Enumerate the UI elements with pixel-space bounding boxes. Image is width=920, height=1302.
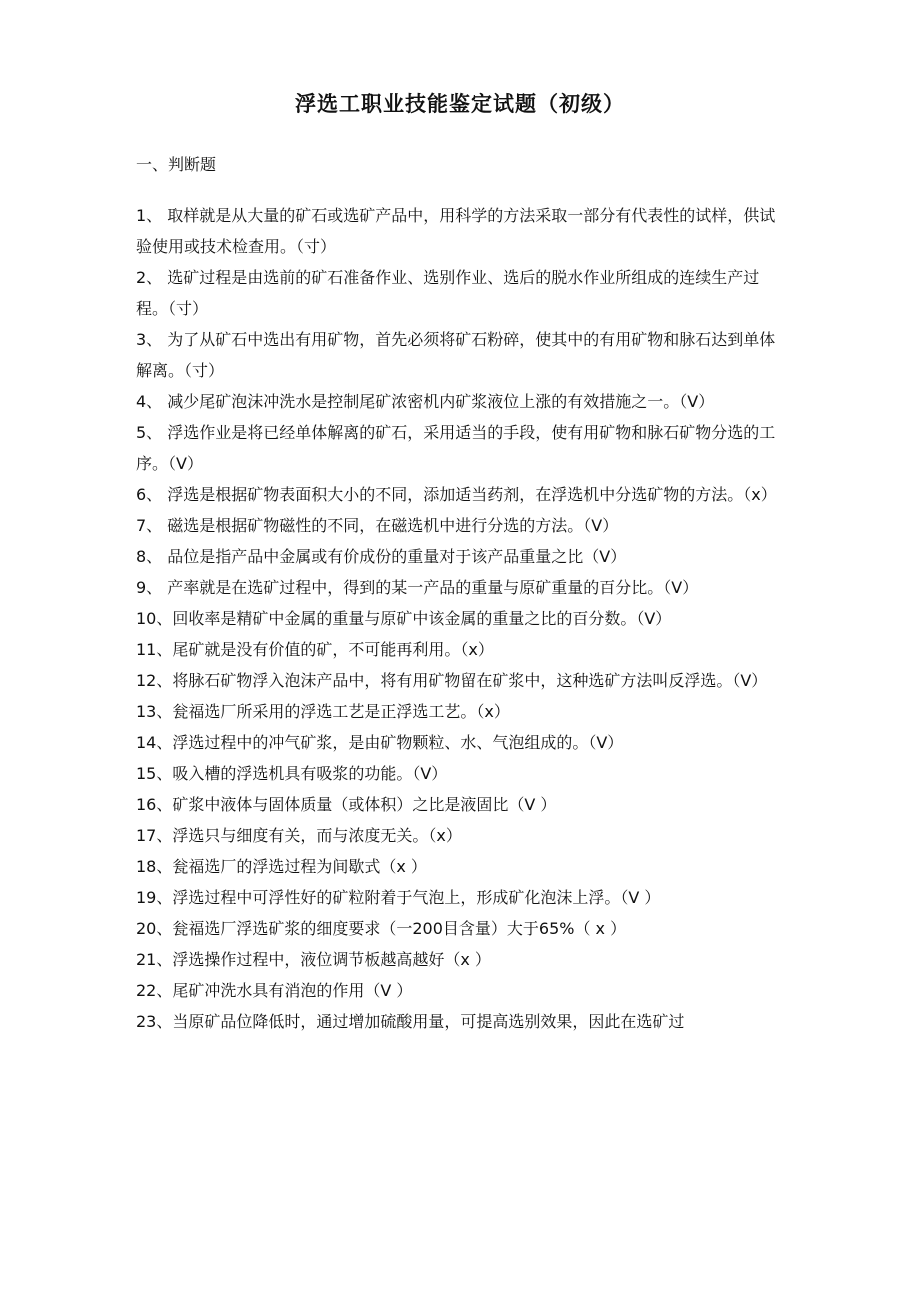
question-item: 23、当原矿品位降低时，通过增加硫酸用量，可提高选别效果，因此在选矿过 — [136, 1012, 685, 1031]
section-heading: 一、判断题 — [136, 155, 217, 174]
question-item: 8、 品位是指产品中金属或有价成份的重量对于该产品重量之比（V） — [136, 547, 627, 566]
question-item: 21、浮选操作过程中，液位调节板越高越好（x ） — [136, 950, 491, 969]
question-item: 10、回收率是精矿中金属的重量与原矿中该金属的重量之比的百分数。（V） — [136, 609, 672, 628]
question-item: 5、 浮选作业是将已经单体解离的矿石，采用适当的手段，使有用矿物和脉石矿物分选的工序。（V） — [136, 423, 776, 473]
question-item: 3、 为了从矿石中选出有用矿物，首先必须将矿石粉碎，使其中的有用矿物和脉石达到单体解离。（寸） — [136, 330, 776, 380]
question-item: 9、 产率就是在选矿过程中，得到的某一产品的重量与原矿重量的百分比。（V） — [136, 578, 699, 597]
question-item: 16、矿浆中液体与固体质量（或体积）之比是液固比（V ） — [136, 795, 557, 814]
question-item: 17、浮选只与细度有关，而与浓度无关。（x） — [136, 826, 462, 845]
question-item: 4、 减少尾矿泡沫冲洗水是控制尾矿浓密机内矿浆液位上涨的有效措施之一。（V） — [136, 392, 715, 411]
question-item: 7、 磁选是根据矿物磁性的不同，在磁选机中进行分选的方法。（V） — [136, 516, 619, 535]
question-item: 19、浮选过程中可浮性好的矿粒附着于气泡上，形成矿化泡沫上浮。（V ） — [136, 888, 661, 907]
question-item: 13、瓮福选厂所采用的浮选工艺是正浮选工艺。（x） — [136, 702, 510, 721]
question-item: 18、瓮福选厂的浮选过程为间歇式（x ） — [136, 857, 427, 876]
question-item: 11、尾矿就是没有价值的矿，不可能再利用。（x） — [136, 640, 494, 659]
document-title: 浮选工职业技能鉴定试题（初级） — [295, 92, 625, 116]
question-item: 6、 浮选是根据矿物表面积大小的不同，添加适当药剂，在浮选机中分选矿物的方法。（x） — [136, 485, 777, 504]
question-list — [136, 200, 786, 1037]
question-item: 20、瓮福选厂浮选矿浆的细度要求（一200目含量）大于65%（ x ） — [136, 919, 627, 938]
question-item: 22、尾矿冲洗水具有消泡的作用（V ） — [136, 981, 413, 1000]
question-item: 1、 取样就是从大量的矿石或选矿产品中，用科学的方法采取一部分有代表性的试样，供试验使用或技术检查用。（寸） — [136, 206, 776, 256]
question-item: 15、吸入槽的浮选机具有吸浆的功能。（V） — [136, 764, 448, 783]
question-item: 2、 选矿过程是由选前的矿石准备作业、选别作业、选后的脱水作业所组成的连续生产过程。（寸） — [136, 268, 760, 318]
question-item: 12、将脉石矿物浮入泡沫产品中，将有用矿物留在矿浆中，这种选矿方法叫反浮选。（V） — [136, 671, 768, 690]
question-item: 14、浮选过程中的冲气矿浆，是由矿物颗粒、水、气泡组成的。（V） — [136, 733, 624, 752]
